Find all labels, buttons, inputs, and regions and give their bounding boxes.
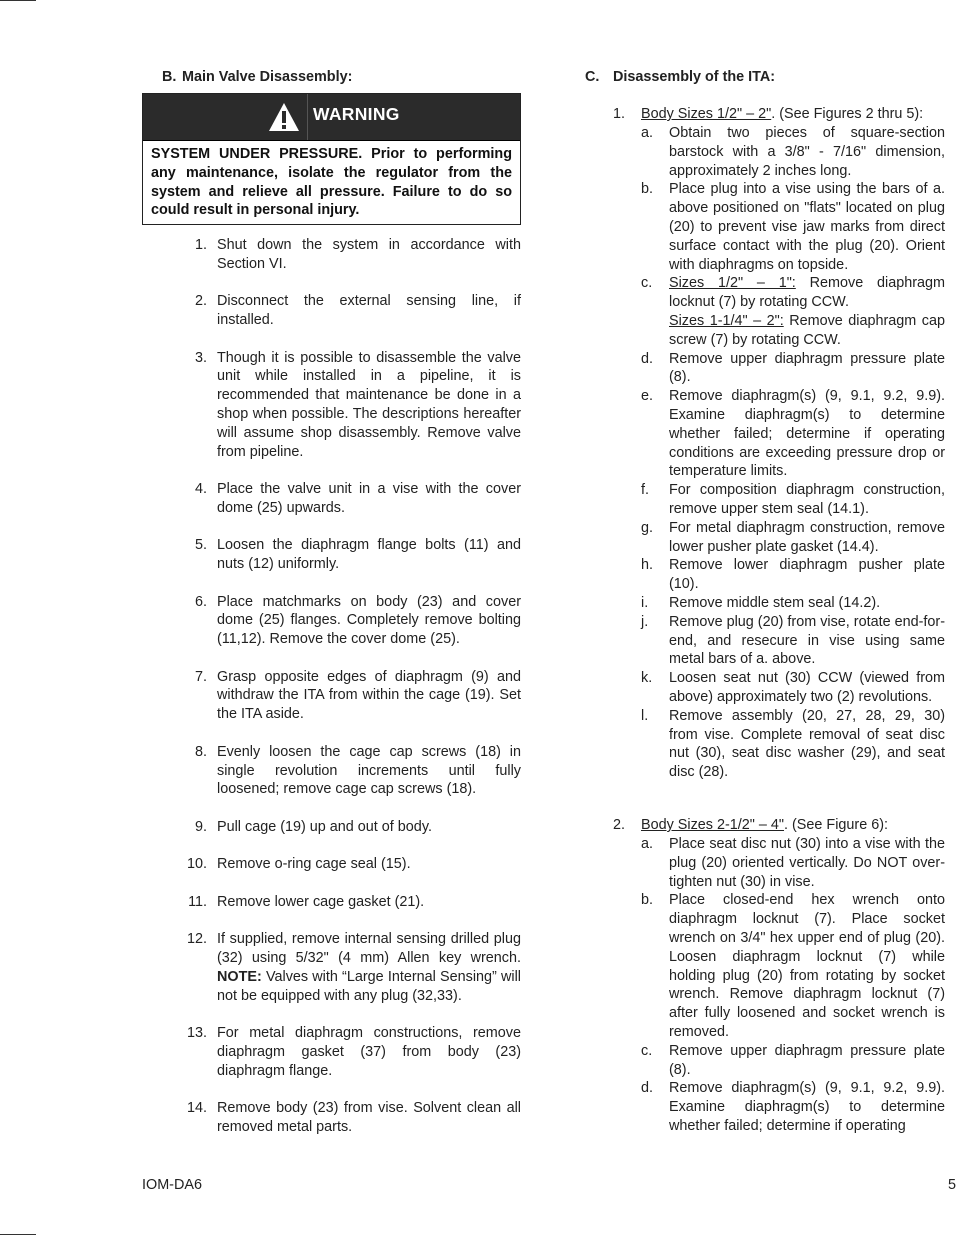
step-text <box>217 893 521 912</box>
size-label: Sizes 1/2" – 1": <box>669 275 796 292</box>
list-item <box>641 669 945 707</box>
item-text: Loosen seat nut (30) CCW (viewed from above) approximately two (2) revolutions. <box>669 670 945 705</box>
step-text-main: Pull cage (19) up and out of body. <box>217 818 432 835</box>
item-letter: c. <box>641 1042 653 1059</box>
list-item <box>641 1079 945 1135</box>
warning-text: SYSTEM UNDER PRESSURE. Prior to performing any maintenance, isolate the regulator from the system and relieve all pressure. Failure to do so could result in personal injury. <box>151 146 512 219</box>
step-text-main: Place the valve unit in a vise with the cover dome (25) upwards. <box>217 481 521 516</box>
item-text <box>669 274 945 349</box>
item-letter: b. <box>641 181 654 198</box>
c1-heading-underlined: Body Sizes 1/2" – 2" <box>641 106 772 122</box>
size-label: Sizes 1-1/4" – 2": <box>669 312 784 329</box>
item-text: Place closed-end hex wrench onto diaphragm locknut (7). Place socket wrench on 3/4" hex upper end of plug (20). Loosen diaphragm locknut (7) while holding plug (20) from rotating by socket wrench. Remove diaphragm locknut (7) after fully loosened and socket wrench is removed. <box>669 892 945 1040</box>
c1-num: 1. <box>613 106 626 122</box>
step-number: 13. <box>186 1025 207 1042</box>
section-c-letter: C. <box>585 69 600 85</box>
item-letter: j. <box>641 613 649 630</box>
step-number: 6. <box>194 593 207 610</box>
step-text-main: Remove body (23) from vise. Solvent clean all removed metal parts. <box>217 1100 521 1136</box>
warning-box <box>142 93 521 225</box>
step-text <box>217 818 521 837</box>
item-text: Place seat disc nut (30) into a vise with the plug (20) oriented vertically. Do NOT over-tighten nut (30) in vise. <box>669 836 945 890</box>
step-text-main: Though it is possible to disassemble the valve unit while installed in a pipeline, it is recommended that maintenance be done in a shop when possible. The descriptions hereafter will assume shop disassembly. Remove valve from pipeline. <box>217 349 521 460</box>
warning-header <box>143 94 520 141</box>
step-text <box>217 593 521 649</box>
list-item <box>641 387 945 481</box>
list-item <box>641 481 945 519</box>
list-item <box>641 594 945 613</box>
c1-heading-rest: . (See Figures 2 thru 5): <box>771 106 924 122</box>
step-text-main: Remove lower cage gasket (21). <box>217 893 425 910</box>
crop-mark-top <box>0 0 36 1</box>
list-item <box>641 274 945 349</box>
step-text-main: Shut down the system in accordance with Section VI. <box>217 237 521 272</box>
section-b-heading <box>162 68 352 87</box>
step-text <box>217 1099 521 1137</box>
step-text-main: Grasp opposite edges of diaphragm (9) and withdraw the ITA from within the cage (19). Set the ITA aside. <box>217 668 521 723</box>
list-item <box>641 350 945 388</box>
c1-heading <box>613 105 945 124</box>
step-text-main: Evenly loosen the cage cap screws (18) in single revolution increments until fully loosened; remove cage cap screws (18). <box>217 743 521 798</box>
item-letter: i. <box>641 594 649 611</box>
step-text <box>217 480 521 518</box>
item-text: Remove upper diaphragm pressure plate (8). <box>669 1042 945 1078</box>
c2-heading-underlined: Body Sizes 2-1/2" – 4" <box>641 817 785 833</box>
step-text-main: Loosen the diaphragm flange bolts (11) and nuts (12) uniformly. <box>217 537 521 573</box>
list-item <box>194 743 521 799</box>
item-letter: d. <box>641 350 654 367</box>
step-text <box>217 292 521 330</box>
list-item <box>641 613 945 669</box>
step-number: 10. <box>186 856 207 873</box>
step-text <box>217 536 521 574</box>
warning-triangle-icon <box>267 101 301 133</box>
c1-items <box>641 124 945 782</box>
list-item <box>194 236 521 274</box>
item-text: Place plug into a vise using the bars of a. above positioned on "flats" located on plug (20) to prevent vise jaw marks from direct surface contact with the plug (20). Orient with diaphragms on topside. <box>669 181 945 273</box>
size-text: Remove diaphragm locknut (7) by rotating CCW. <box>669 275 945 311</box>
step-number: 3. <box>194 349 207 366</box>
list-item <box>641 556 945 594</box>
list-item <box>188 893 521 912</box>
list-item <box>194 593 521 649</box>
list-item <box>641 1042 945 1080</box>
item-text: Remove diaphragm(s) (9, 9.1, 9.2, 9.9). Examine diaphragm(s) to determine whether failed; determine if operating <box>669 1080 945 1134</box>
item-text: For metal diaphragm construction, remove lower pusher plate gasket (14.4). <box>669 519 945 555</box>
step-number: 2. <box>194 293 207 310</box>
c2-heading-rest: . (See Figure 6): <box>784 817 888 833</box>
size-text: Remove diaphragm cap screw (7) by rotating CCW. <box>669 312 945 348</box>
step-number: 1. <box>194 237 207 253</box>
list-item <box>641 519 945 557</box>
item-text: Remove diaphragm(s) (9, 9.1, 9.2, 9.9). Examine diaphragm(s) to determine whether failed; determine if operating conditions are exceeding pressure drop or temperature limits. <box>669 388 945 480</box>
step-number: 7. <box>194 668 207 685</box>
item-text: Remove upper diaphragm pressure plate (8). <box>669 350 945 386</box>
step-text <box>217 1024 521 1080</box>
list-item <box>641 180 945 274</box>
step-text-main: Remove o-ring cage seal (15). <box>217 856 411 873</box>
item-letter: k. <box>641 670 653 687</box>
c2-heading <box>613 816 945 835</box>
item-text: For composition diaphragm construction, remove upper stem seal (14.1). <box>669 482 945 517</box>
list-item <box>186 855 521 874</box>
item-letter: d. <box>641 1080 654 1097</box>
item-letter: l. <box>641 707 649 724</box>
step-text-main: Disconnect the external sensing line, if installed. <box>217 293 521 329</box>
step-text-main: Place matchmarks on body (23) and cover dome (25) flanges. Completely remove bolting (11,12). Remove the cover dome (25). <box>217 593 521 648</box>
item-text: Remove assembly (20, 27, 28, 29, 30) from vise. Complete removal of seat disc nut (30), seat disc washer (29), and seat disc (28). <box>669 707 945 781</box>
step-text <box>217 930 521 1005</box>
item-letter: b. <box>641 892 654 909</box>
list-item <box>194 536 521 574</box>
step-number: 5. <box>194 537 207 554</box>
item-text: Obtain two pieces of square-section barstock with a 3/8" - 7/16" dimension, approximately 2 inches long. <box>669 125 945 179</box>
c2-items <box>641 835 945 1136</box>
step-number: 14. <box>186 1100 207 1117</box>
step-text-main: If supplied, remove internal sensing drilled plug (32) using 5/32" (4 mm) Allen key wrench. <box>217 931 521 967</box>
step-number: 9. <box>194 818 207 835</box>
section-b-letter: B. <box>162 69 177 85</box>
list-item <box>186 1024 521 1080</box>
list-item <box>194 818 521 837</box>
list-item <box>641 124 945 180</box>
item-text: Remove lower diaphragm pusher plate (10). <box>669 557 945 593</box>
warning-title: WARNING <box>313 104 400 124</box>
step-text-main: For metal diaphragm constructions, remove diaphragm gasket (37) from body (23) diaphragm flange. <box>217 1025 521 1079</box>
item-letter: f. <box>641 482 649 499</box>
list-item <box>641 835 945 891</box>
step-text <box>217 855 521 874</box>
step-text <box>217 349 521 462</box>
list-item <box>194 480 521 518</box>
section-c-title: Disassembly of the ITA: <box>613 69 776 85</box>
item-letter: e. <box>641 388 654 405</box>
list-item <box>194 349 521 462</box>
list-item <box>194 292 521 330</box>
step-number: 12. <box>186 931 207 948</box>
footer-doc-id: IOM-DA6 <box>142 1177 202 1193</box>
item-letter: c. <box>641 275 653 292</box>
step-number: 11. <box>188 893 207 910</box>
list-item <box>186 930 521 1005</box>
item-text: Remove plug (20) from vise, rotate end-for-end, and resecure in vise using same metal bars of a. above. <box>669 613 945 668</box>
item-letter: a. <box>641 125 654 141</box>
list-item <box>641 891 945 1041</box>
note-label: NOTE: <box>217 968 262 985</box>
c2-num: 2. <box>613 817 626 833</box>
section-b-steps <box>186 236 521 1156</box>
list-item <box>186 1099 521 1137</box>
step-text <box>217 668 521 724</box>
step-number: 8. <box>194 743 207 760</box>
list-item <box>194 668 521 724</box>
note-text: Valves with “Large Internal Sensing” will not be equipped with any plug (32,33). <box>217 968 521 1004</box>
item-text: Remove middle stem seal (14.2). <box>669 594 881 611</box>
step-text <box>217 236 521 274</box>
section-c-heading <box>585 68 775 87</box>
step-text <box>217 743 521 799</box>
footer-page-number: 5 <box>948 1177 956 1193</box>
item-letter: a. <box>641 836 654 852</box>
step-number: 4. <box>194 481 207 498</box>
item-letter: h. <box>641 557 654 574</box>
list-item <box>641 707 945 782</box>
item-letter: g. <box>641 519 654 536</box>
section-b-title: Main Valve Disassembly: <box>182 69 353 85</box>
